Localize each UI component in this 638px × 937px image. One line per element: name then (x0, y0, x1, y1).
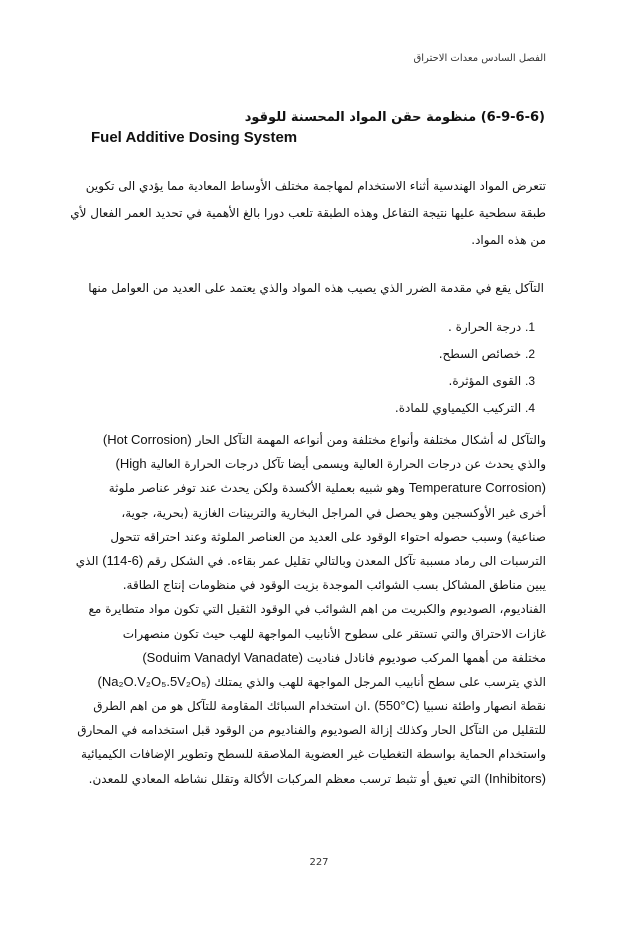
compound-name: (Soduim Vanadyl Vanadate) (142, 649, 303, 665)
body-text: الترسبات الى رماد مسببة تآكل المعدن وبالتالي تقليل عمر بقاءه. في الشكل رقم (147, 553, 546, 568)
body-line (89, 428, 546, 452)
body-line (89, 452, 546, 476)
list-item (345, 314, 545, 341)
temperature-corrosion-term: Temperature Corrosion) (408, 480, 546, 496)
intro-line: تتعرض المواد الهندسية أثناء الاستخدام لمهاجمة مختلف الأوساط المعادية مما يؤدي الى تكوين (85, 179, 546, 193)
body-text: .ان استخدام السبائك المقاومة للتآكل هو من اهم الطرق (93, 699, 371, 714)
section-title (245, 110, 545, 125)
hot-corrosion-term: (Hot Corrosion) (102, 432, 192, 447)
body-line: للتقليل من التآكل الحار وكذلك إزالة الصوديوم والفناديوم من الوقود قبل استخدامه في المحارق (77, 723, 546, 738)
body-line: واستخدام الحماية بواسطة التغطيات غير العضوية الملاصقة للسطح وتطوير الإضافات الكيميائية (81, 747, 546, 762)
body-line (75, 549, 546, 573)
list-number: 1. (525, 320, 536, 334)
list-number: 4. (525, 401, 536, 415)
list-item (345, 368, 545, 395)
body-line (89, 694, 546, 718)
list-number: 3. (525, 374, 536, 388)
body-text: الذي يترسب على سطح أنابيب المرجل المواجهة للهب والذي يمتلك (214, 674, 546, 689)
body-text: الذي (75, 553, 99, 568)
intro-paragraph (70, 173, 546, 254)
corrosion-paragraph (75, 428, 546, 791)
list-number: 2. (525, 347, 536, 361)
body-line (89, 670, 546, 694)
body-line: غازات الاحتراق والتي تستقر على سطوح الأنابيب المواجهة للهب حيث تكون منصهرات (122, 626, 546, 641)
list-item (345, 341, 545, 368)
body-line (89, 646, 546, 670)
body-text: التي تعيق أو تثبط ترسب معظم المركبات الأكالة وتقلل نشاطه المعادي للمعدن. (88, 771, 481, 786)
body-text: نقطة انصهار واطئة نسبيا (423, 699, 546, 714)
list-text: التركيب الكيمياوي للمادة. (394, 401, 522, 415)
chemical-formula: (Na₂O.V₂O₅.5V₂O₅) (97, 673, 211, 689)
inhibitors-term: (Inhibitors) (484, 770, 546, 786)
body-line: الفناديوم، الصوديوم والكبريت من اهم الشوائب في الوقود الثقيل التي تكون مواد متطايرة مع (88, 602, 546, 617)
chapter-header: الفصل السادس معدات الاحتراق (413, 53, 546, 64)
list-text: درجة الحرارة . (447, 320, 522, 334)
page-number: 227 (309, 857, 329, 868)
factors-list (345, 314, 545, 422)
figure-reference: (114-6) (102, 552, 144, 568)
list-item (345, 395, 545, 422)
body-text: مختلفة من أهمها المركب صوديوم فانادل فناديت (306, 650, 546, 665)
body-text: وهو شبيه بعملية الأكسدة ولكن يحدث عند توفر عناصر ملوثة (108, 481, 405, 496)
section-number: (6-9-6-6) (480, 110, 545, 125)
body-line (89, 767, 546, 791)
list-text: القوى المؤثرة. (448, 374, 522, 388)
body-line: يبين مناطق المشاكل بسب الشوائب الموجدة بزيت الوقود في منظومات إنتاج الطاقة. (122, 578, 546, 593)
factors-intro: التآكل يقع في مقدمة الضرر الذي يصيب هذه المواد والذي يعتمد على العديد من العوامل منها (88, 281, 544, 295)
intro-line: من هذه المواد. (471, 233, 546, 247)
high-term: (High (115, 456, 147, 472)
section-title-english: Fuel Additive Dosing System (91, 129, 298, 146)
section-title-arabic: منظومة حقن المواد المحسنة للوقود (244, 110, 477, 125)
body-line: أخرى غير الأوكسجين وهو يحصل في المراجل البخارية والتربينات الغازية (بحرية، جوية، (121, 505, 546, 520)
body-text: والتآكل له أشكال مختلفة وأنواع مختلفة ومن أنواعه المهمة التآكل الحار (195, 433, 546, 447)
body-line: صناعية) وسبب حصوله احتواء الوقود على العديد من العناصر الملوثة وعند احتراقه تتحول (110, 529, 546, 544)
intro-line: طبقة سطحية عليها نتيجة التفاعل وهذه الطبقة تلعب دورا بالغ الأهمية في تحديد العمر الفعال لأي (70, 206, 546, 220)
body-text: والذي يحدث عن درجات الحرارة العالية ويسمى أيضا تآكل درجات الحرارة العالية (150, 457, 546, 472)
body-line (89, 476, 546, 500)
list-text: خصائص السطح. (438, 347, 522, 361)
melting-temperature: (550°C) (374, 698, 420, 714)
